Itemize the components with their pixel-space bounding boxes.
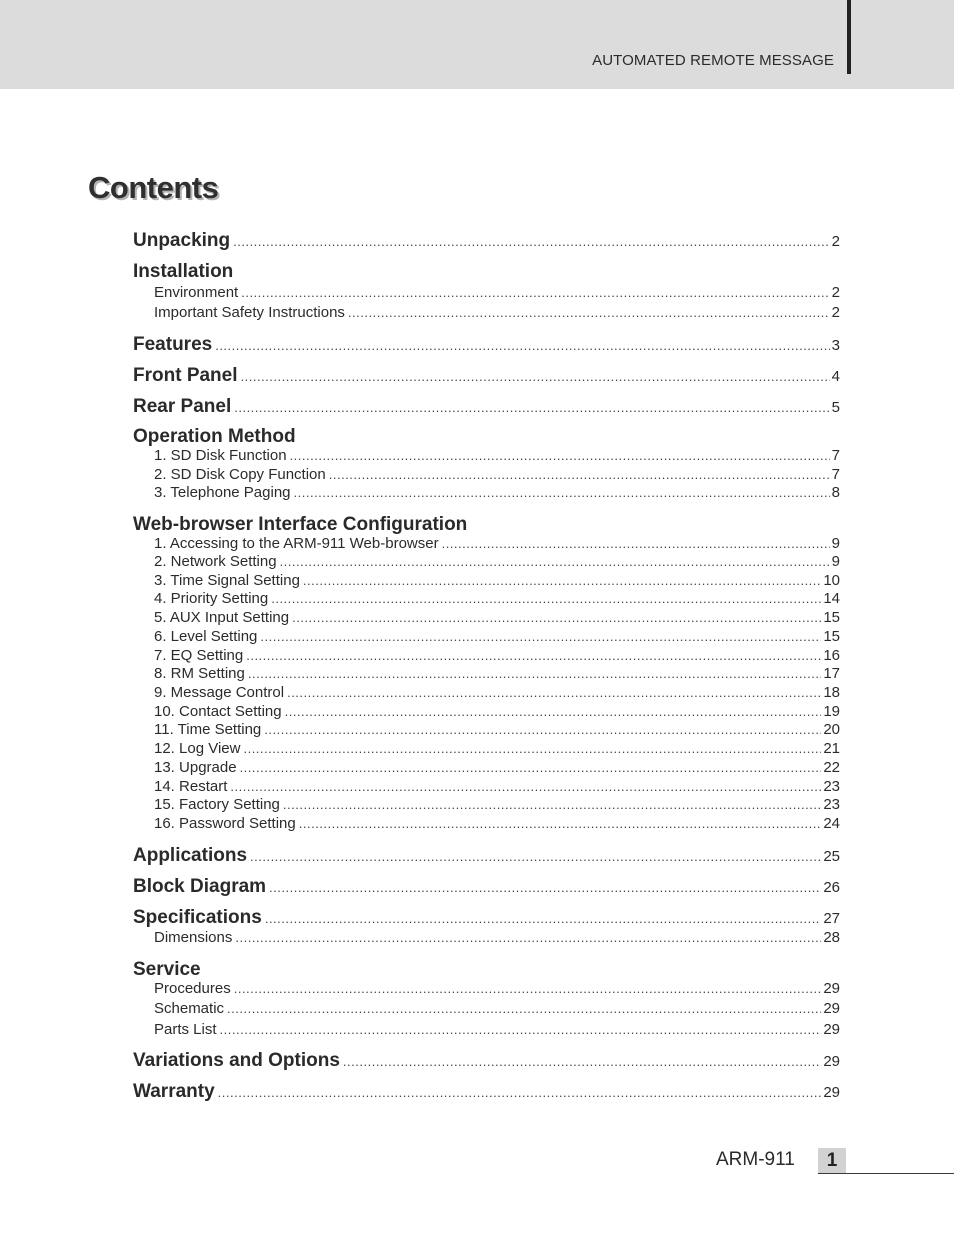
toc-dot-leader (442, 536, 830, 551)
toc-entry-label: 10. Contact Setting (154, 703, 282, 720)
toc-dot-leader (343, 1054, 821, 1069)
toc-entry (133, 396, 840, 418)
toc-entry-label: Variations and Options (133, 1050, 340, 1071)
header-title: AUTOMATED REMOTE MESSAGE (592, 52, 834, 69)
toc-entry-page: 20 (823, 721, 840, 738)
toc-entry-label: 2. SD Disk Copy Function (154, 466, 326, 483)
toc-entry (133, 514, 840, 536)
toc-entry-label: 5. AUX Input Setting (154, 609, 290, 626)
toc-dot-leader (235, 930, 821, 945)
toc-entry-page: 2 (831, 233, 840, 250)
toc-entry-label: 13. Upgrade (154, 759, 237, 776)
toc-entry (133, 684, 840, 701)
toc-entry-page: 4 (831, 368, 840, 385)
toc-entry-page: 23 (823, 778, 840, 795)
toc-entry (133, 703, 840, 720)
toc-entry (133, 535, 840, 552)
toc-dot-leader (287, 685, 821, 700)
toc-entry-label: 2. Network Setting (154, 553, 277, 570)
toc-dot-leader (269, 880, 821, 895)
header-accent-bar (847, 0, 851, 74)
toc-entry-page: 21 (823, 740, 840, 757)
toc-dot-leader (294, 485, 830, 500)
toc-entry (133, 929, 840, 946)
toc-entry (133, 484, 840, 501)
toc-entry-page: 9 (831, 553, 840, 570)
toc-entry-page: 29 (823, 1000, 840, 1017)
toc-dot-leader (285, 704, 822, 719)
toc-entry-label: 1. Accessing to the ARM-911 Web-browser (154, 535, 439, 552)
toc-entry (133, 1021, 840, 1038)
toc-entry-label: 12. Log View (154, 740, 241, 757)
toc-entry-label: Block Diagram (133, 876, 267, 897)
toc-entry-page: 16 (823, 647, 840, 664)
toc-dot-leader (215, 338, 829, 353)
toc-entry-page: 9 (831, 535, 840, 552)
toc-entry (133, 447, 840, 464)
toc-entry (133, 1081, 840, 1103)
toc-entry-label: 16. Password Setting (154, 815, 296, 832)
toc-entry-page: 22 (823, 759, 840, 776)
toc-entry-page: 19 (823, 703, 840, 720)
footer-page-number: 1 (818, 1148, 846, 1173)
toc-entry-page: 29 (823, 980, 840, 997)
toc-entry-page: 2 (831, 304, 840, 321)
toc-dot-leader (234, 400, 829, 415)
toc-entry-page: 7 (831, 447, 840, 464)
toc-entry-page: 18 (823, 684, 840, 701)
footer-rule (818, 1173, 954, 1174)
toc-entry (133, 426, 840, 448)
toc-entry-label: Rear Panel (133, 396, 232, 417)
toc-entry-page: 23 (823, 796, 840, 813)
toc-entry (133, 845, 840, 867)
toc-entry (133, 907, 840, 929)
toc-entry (133, 959, 840, 981)
toc-entry (133, 1000, 840, 1017)
toc-entry (133, 609, 840, 626)
toc-entry-label: 4. Priority Setting (154, 590, 269, 607)
toc-entry (133, 284, 840, 301)
toc-entry (133, 590, 840, 607)
toc-dot-leader (248, 666, 821, 681)
toc-dot-leader (264, 722, 821, 737)
toc-entry-label: 3. Time Signal Setting (154, 572, 300, 589)
toc-dot-leader (265, 911, 821, 926)
toc-entry-label: Front Panel (133, 365, 238, 386)
footer-model-name: ARM-911 (716, 1149, 795, 1170)
toc-entry-page: 29 (823, 1053, 840, 1070)
toc-entry-label: 14. Restart (154, 778, 228, 795)
toc-entry (133, 628, 840, 645)
toc-entry (133, 665, 840, 682)
toc-entry-label: Web-browser Interface Configuration (133, 514, 468, 535)
toc-entry-page: 26 (823, 879, 840, 896)
toc-entry-page: 29 (823, 1021, 840, 1038)
toc-entry (133, 1050, 840, 1072)
toc-entry (133, 876, 840, 898)
toc-entry-label: 1. SD Disk Function (154, 447, 287, 464)
toc-entry (133, 721, 840, 738)
toc-dot-leader (234, 981, 822, 996)
toc-entry-page: 2 (831, 284, 840, 301)
toc-entry-label: 3. Telephone Paging (154, 484, 291, 501)
toc-entry-label: Operation Method (133, 426, 296, 447)
toc-dot-leader (271, 591, 821, 606)
toc-entry-label: 9. Message Control (154, 684, 285, 701)
toc-entry (133, 553, 840, 570)
toc-entry-label: Applications (133, 845, 248, 866)
toc-entry-page: 24 (823, 815, 840, 832)
toc-dot-leader (233, 234, 830, 249)
toc-dot-leader (348, 305, 830, 320)
toc-entry (133, 647, 840, 664)
toc-entry-page: 7 (831, 466, 840, 483)
toc-dot-leader (292, 610, 821, 625)
toc-entry-label: Unpacking (133, 230, 231, 251)
toc-entry-label: 6. Level Setting (154, 628, 258, 645)
toc-entry-label: 11. Time Setting (154, 721, 262, 738)
toc-entry-label: 7. EQ Setting (154, 647, 244, 664)
toc-entry-page: 28 (823, 929, 840, 946)
toc-entry-label: Parts List (154, 1021, 217, 1038)
toc-dot-leader (329, 467, 830, 482)
toc-entry (133, 740, 840, 757)
toc-entry (133, 304, 840, 321)
toc-entry (133, 365, 840, 387)
toc-dot-leader (241, 285, 829, 300)
toc-entry-page: 14 (823, 590, 840, 607)
toc-dot-leader (290, 448, 830, 463)
toc-entry (133, 230, 840, 252)
toc-entry (133, 572, 840, 589)
toc-entry (133, 759, 840, 776)
toc-dot-leader (220, 1022, 822, 1037)
header-band (0, 0, 954, 89)
toc-dot-leader (280, 554, 830, 569)
toc-entry-page: 17 (823, 665, 840, 682)
toc-entry-page: 3 (831, 337, 840, 354)
toc-entry-label: Important Safety Instructions (154, 304, 345, 321)
toc-entry-page: 15 (823, 609, 840, 626)
toc-entry (133, 466, 840, 483)
toc-entry-page: 25 (823, 848, 840, 865)
toc-dot-leader (303, 573, 821, 588)
toc-entry (133, 778, 840, 795)
toc-entry-label: Warranty (133, 1081, 215, 1102)
toc-entry (133, 815, 840, 832)
toc-entry-label: Environment (154, 284, 239, 301)
toc-entry-page: 29 (823, 1084, 840, 1101)
toc-entry-label: Installation (133, 261, 234, 282)
toc-entry-page: 5 (831, 399, 840, 416)
toc-entry-page: 8 (831, 484, 840, 501)
toc-dot-leader (227, 1001, 821, 1016)
toc-dot-leader (243, 741, 821, 756)
toc-entry-label: 8. RM Setting (154, 665, 245, 682)
toc-dot-leader (283, 797, 821, 812)
toc-entry-page: 10 (823, 572, 840, 589)
toc-dot-leader (299, 816, 822, 831)
toc-entry-label: Features (133, 334, 213, 355)
page-title: Contents (88, 170, 219, 205)
toc-entry-label: Specifications (133, 907, 262, 928)
toc-dot-leader (240, 760, 822, 775)
toc-entry-label: Schematic (154, 1000, 225, 1017)
toc-entry-label: 15. Factory Setting (154, 796, 280, 813)
toc-dot-leader (230, 779, 821, 794)
toc-dot-leader (218, 1085, 822, 1100)
toc-dot-leader (260, 629, 821, 644)
toc-entry-label: Dimensions (154, 929, 233, 946)
toc-dot-leader (250, 849, 821, 864)
toc-entry-label: Procedures (154, 980, 231, 997)
toc-entry (133, 980, 840, 997)
toc-entry-label: Service (133, 959, 201, 980)
toc-entry (133, 334, 840, 356)
toc-dot-leader (241, 369, 830, 384)
toc-entry-page: 27 (823, 910, 840, 927)
toc-entry (133, 796, 840, 813)
toc-dot-leader (246, 648, 821, 663)
toc-entry-page: 15 (823, 628, 840, 645)
toc-entry (133, 261, 840, 283)
